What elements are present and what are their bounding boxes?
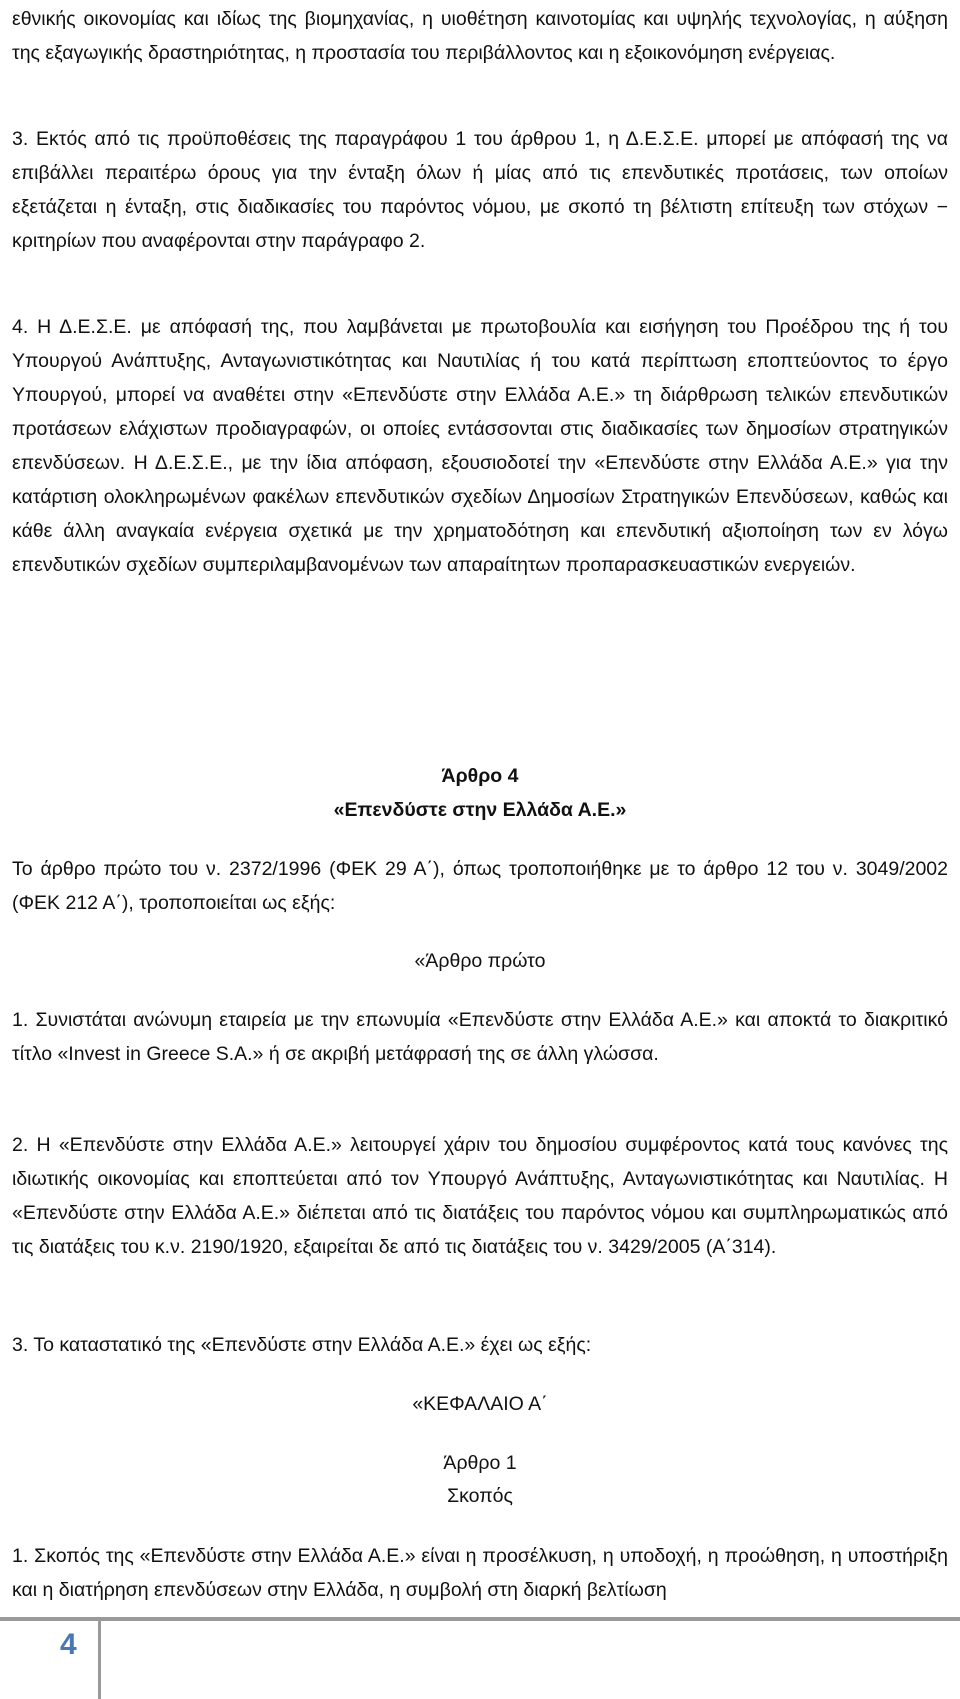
paragraph-intro-tail: εθνικής οικονομίας και ιδίως της βιομηχανίας, η υιοθέτηση καινοτομίας και υψηλής τεχνολογίας, η αύξηση της εξαγωγικής δραστηριότητας, η προστασία του περιβάλλοντος και η εξοικονόμηση ενέργειας. xyxy=(12,8,948,64)
article-heading: Άρθρο 4 xyxy=(441,765,519,787)
item-2: 2. Η «Επενδύστε στην Ελλάδα Α.Ε.» λειτουργεί χάριν του δημοσίου συμφέροντος κατά τους κανόνες της ιδιωτικής οικονομίας και εποπτεύεται από τον Υπουργό Ανάπτυξης, Ανταγωνιστικότητας και Ναυτιλίας. Η «Επενδύστε στην Ελλάδα Α.Ε.» διέπεται από τις διατάξεις του παρόντος νόμου και συμπληρωματικώς από τις διατάξεις του κ.ν. 2190/1920, εξαιρείται δε από τις διατάξεις του ν. 3429/2005 (Α΄314). xyxy=(12,1134,948,1258)
item-1: 1. Συνιστάται ανώνυμη εταιρεία με την επωνυμία «Επενδύστε στην Ελλάδα Α.Ε.» και αποκτά το διακριτικό τίτλο «Invest in Greece S.A.» ή σε ακριβή μετάφρασή της σε άλλη γλώσσα. xyxy=(12,1009,948,1065)
paragraph-3: 3. Εκτός από τις προϋποθέσεις της παραγράφου 1 του άρθρου 1, η Δ.Ε.Σ.Ε. μπορεί με απόφασή της να επιβάλλει περαιτέρω όρους για την ένταξη όλων ή μίας από τις επενδυτικές προτάσεις, των οποίων εξετάζεται η ένταξη, στις διαδικασίες του παρόντος νόμου, με σκοπό τη βέλτιστη επίτευξη των στόχων − κριτηρίων που αναφέρονται στην παράγραφο 2. xyxy=(12,128,948,252)
amendment-intro: Το άρθρο πρώτο του ν. 2372/1996 (ΦΕΚ 29 Α΄), όπως τροποποιήθηκε με το άρθρο 12 του ν. 3049/2002 (ΦΕΚ 212 Α΄), τροποποιείται ως εξής: xyxy=(12,858,948,914)
article-1-heading: Άρθρο 1 xyxy=(443,1452,517,1474)
paragraph-4: 4. Η Δ.Ε.Σ.Ε. με απόφασή της, που λαμβάνεται με πρωτοβουλία και εισήγηση του Προέδρου της ή του Υπουργού Ανάπτυξης, Ανταγωνιστικότητας και Ναυτιλίας ή του κατά περίπτωση εποπτεύοντος το έργο Υπουργού, μπορεί να αναθέτει στην «Επενδύστε στην Ελλάδα Α.Ε.» τη διάρθρωση τελικών επενδυτικών προτάσεων ελάχιστων προδιαγραφών, οι οποίες εντάσσονται στις διαδικασίες των δημοσίων στρατηγικών επενδύσεων. Η Δ.Ε.Σ.Ε., με την ίδια απόφαση, εξουσιοδοτεί την «Επενδύστε στην Ελλάδα Α.Ε.» για την κατάρτιση ολοκληρωμένων φακέλων επενδυτικών σχεδίων Δημοσίων Στρατηγικών Επενδύσεων, καθώς και κάθε άλλη αναγκαία ενέργεια σχετικά με την χρηματοδότηση και επενδυτική αξιοποίηση των εν λόγω επενδυτικών σχεδίων συμπεριλαμβανομένων των απαραίτητων προπαρασκευαστικών ενεργειών. xyxy=(12,316,948,576)
chapter-heading: «ΚΕΦΑΛΑΙΟ Α΄ xyxy=(412,1393,548,1415)
purpose-heading: Σκοπός xyxy=(447,1485,513,1507)
item-3: 3. Το καταστατικό της «Επενδύστε στην Ελλάδα Α.Ε.» έχει ως εξής: xyxy=(12,1334,592,1356)
quoted-article-heading: «Άρθρο πρώτο xyxy=(414,950,546,972)
page-number: 4 xyxy=(60,1628,77,1661)
purpose-item-1: 1. Σκοπός της «Επενδύστε στην Ελλάδα Α.Ε.» είναι η προσέλκυση, η υποδοχή, η προώθηση, η υποστήριξη και η διατήρηση επενδύσεων στην Ελλάδα, η συμβολή στη διαρκή βελτίωση xyxy=(12,1545,948,1601)
footer-rule xyxy=(0,1617,960,1621)
article-title: «Επενδύστε στην Ελλάδα Α.Ε.» xyxy=(333,799,627,821)
